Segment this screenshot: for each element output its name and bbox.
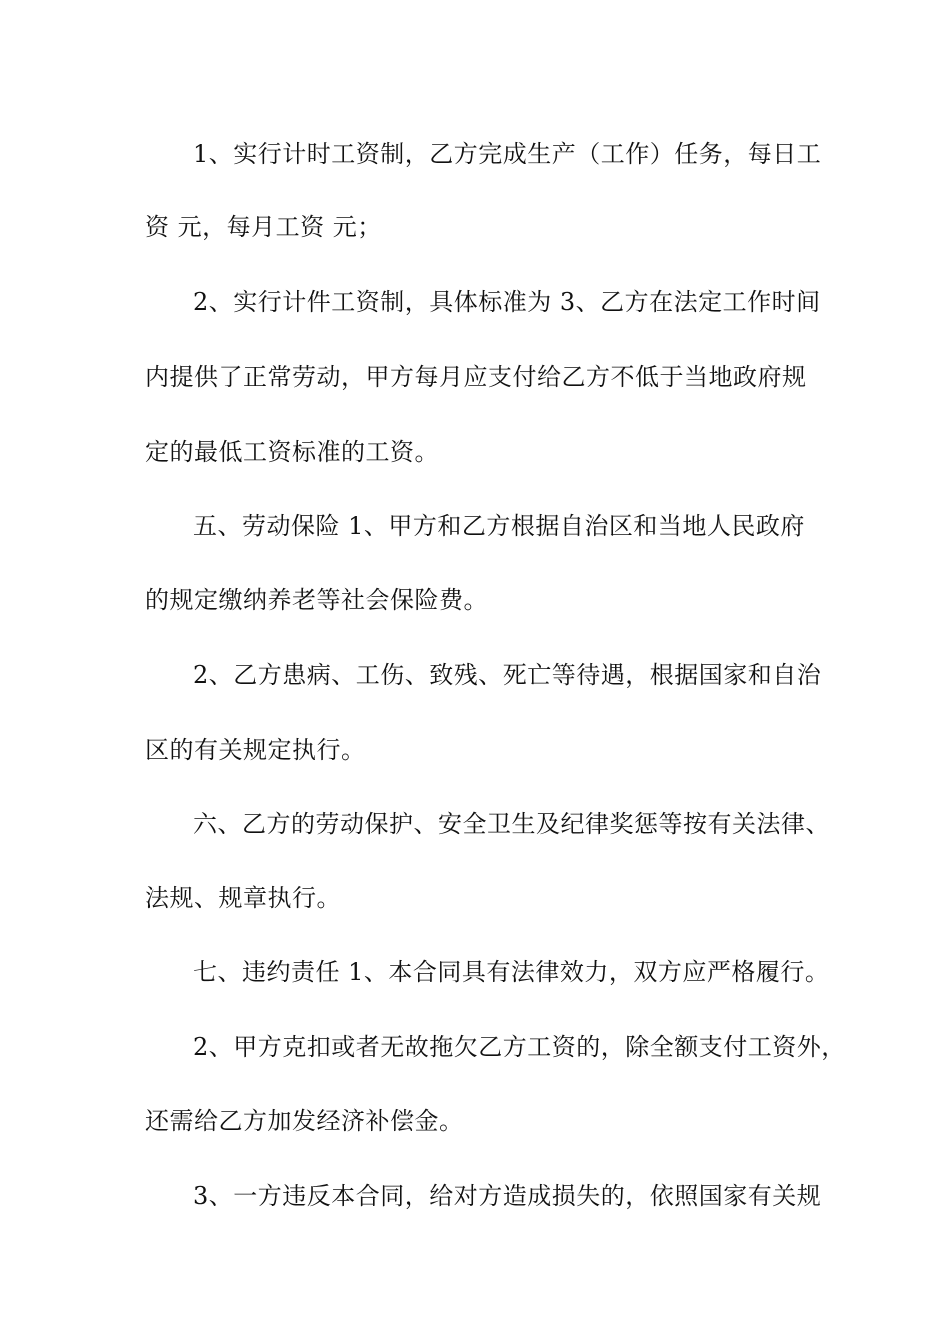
text-line-10: 六、乙方的劳动保护、安全卫生及纪律奖惩等按有关法律、	[193, 810, 830, 838]
text-line-14: 还需给乙方加发经济补偿金。	[145, 1107, 464, 1135]
text-line-12: 七、违约责任 1、本合同具有法律效力，双方应严格履行。	[193, 958, 830, 986]
text-line-4: 内提供了正常劳动，甲方每月应支付给乙方不低于当地政府规	[145, 363, 807, 391]
text-line-11: 法规、规章执行。	[145, 884, 341, 912]
text-line-5: 定的最低工资标准的工资。	[145, 438, 439, 466]
text-line-1: 1、实行计时工资制，乙方完成生产（工作）任务，每日工	[193, 140, 822, 168]
text-line-6: 五、劳动保险 1、甲方和乙方根据自治区和当地人民政府	[193, 512, 805, 540]
text-line-3: 2、实行计件工资制，具体标准为 3、乙方在法定工作时间	[193, 288, 821, 316]
text-line-7: 的规定缴纳养老等社会保险费。	[145, 586, 488, 614]
text-line-13: 2、甲方克扣或者无故拖欠乙方工资的，除全额支付工资外，	[193, 1033, 846, 1061]
text-line-8: 2、乙方患病、工伤、致残、死亡等待遇，根据国家和自治	[193, 661, 822, 689]
text-line-2: 资 元，每月工资 元；	[145, 213, 382, 241]
text-line-9: 区的有关规定执行。	[145, 736, 366, 764]
text-line-15: 3、一方违反本合同，给对方造成损失的，依照国家有关规	[193, 1182, 822, 1210]
